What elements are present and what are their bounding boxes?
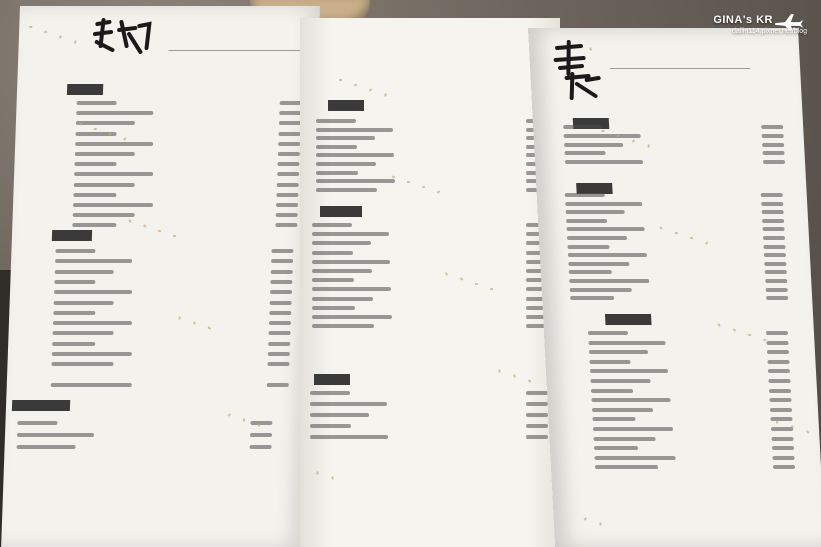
menu-item-price [772, 456, 794, 460]
menu-item-row [570, 293, 789, 303]
menu-item-text [73, 213, 135, 217]
menu-item-price [526, 391, 548, 395]
menu-item-text [570, 296, 614, 300]
section-bar [328, 100, 364, 111]
menu-item-text [74, 162, 116, 166]
section-bar [320, 206, 362, 217]
menu-item-text [312, 324, 374, 328]
menu-item-text [54, 290, 132, 294]
menu-item-text [566, 219, 607, 223]
menu-item-price [526, 424, 548, 428]
menu-item-price [772, 446, 794, 450]
menu-item-text [75, 142, 153, 146]
menu-item-text [590, 379, 650, 383]
menu-item-text [563, 125, 603, 129]
menu-item-row [312, 321, 548, 331]
menu-item-text [595, 465, 658, 469]
menu-item-price [270, 290, 292, 294]
menu-item-row [73, 210, 298, 220]
menu-item-text [75, 132, 116, 136]
menu-item-row [594, 453, 795, 463]
menu-item-price [250, 433, 272, 437]
menu-item-price [276, 213, 298, 217]
menu-item-text [312, 269, 372, 273]
menu-item-text [592, 408, 653, 412]
menu-item-price [771, 427, 793, 431]
paper-fleck [584, 517, 587, 521]
paper-fleck [331, 476, 334, 479]
menu-item-text [591, 398, 670, 402]
menu-item-row [54, 287, 292, 297]
menu-item-row [593, 424, 794, 434]
menu-item-price [278, 142, 300, 146]
paper-fleck [74, 40, 77, 43]
menu-item-text [564, 143, 623, 147]
menu-item-price [762, 143, 784, 147]
menu-item-text [570, 288, 632, 292]
menu-item-price [762, 134, 784, 138]
menu-item-price [526, 435, 548, 439]
paper-fleck [228, 413, 231, 417]
menu-item-row [53, 308, 291, 318]
menu-item-row [17, 430, 272, 440]
menu-item-price [763, 236, 785, 240]
menu-item-price [280, 101, 302, 105]
menu-item-text [310, 391, 350, 395]
menu-item-price [268, 342, 290, 346]
menu-item-price [771, 437, 793, 441]
menu-item-price [770, 408, 792, 412]
menu-title-left [90, 16, 161, 56]
menu-page-middle [300, 18, 560, 547]
menu-item-text [316, 145, 357, 149]
menu-item-price [276, 203, 298, 207]
menu-item-price [763, 245, 785, 249]
menu-item-price [270, 301, 292, 305]
section-bar [67, 84, 103, 95]
menu-item-text [567, 236, 627, 240]
menu-item-row [53, 298, 291, 308]
menu-item-row [76, 98, 301, 108]
menu-item-text [54, 301, 114, 305]
paper-fleck [498, 369, 500, 372]
menu-item-price [269, 321, 291, 325]
menu-item-price [769, 389, 791, 393]
menu-item-text [312, 251, 353, 255]
menu-item-text [316, 136, 375, 140]
menu-item-text [53, 321, 132, 325]
menu-item-row [55, 267, 293, 277]
paper-fleck [44, 30, 48, 33]
menu-item-row [310, 410, 548, 420]
menu-item-text [74, 172, 153, 176]
menu-item-row [595, 462, 796, 472]
menu-item-price [762, 210, 784, 214]
menu-item-text [588, 341, 665, 345]
menu-item-price [765, 279, 787, 283]
paper-fleck [29, 26, 32, 28]
section-bar [12, 400, 70, 411]
menu-item-text [564, 134, 641, 138]
paper-fleck [316, 471, 318, 474]
menu-item-text [51, 383, 132, 387]
menu-item-price [764, 253, 786, 257]
menu-item-text [565, 160, 643, 164]
menu-item-price [271, 270, 293, 274]
menu-item-row [592, 405, 793, 415]
section-bar [605, 314, 652, 325]
menu-item-text [569, 279, 649, 283]
watermark-url: dailin114.pixnet.net/blog [732, 28, 807, 35]
menu-item-text [312, 297, 373, 301]
menu-item-price [763, 160, 785, 164]
menu-item-row [52, 328, 290, 338]
menu-item-price [766, 296, 788, 300]
menu-item-price [766, 331, 788, 335]
menu-item-row [76, 118, 301, 128]
menu-item-row [75, 129, 300, 139]
menu-item-price [526, 413, 548, 417]
menu-item-row [52, 349, 290, 359]
menu-item-row [51, 359, 289, 369]
menu-title-right [547, 40, 610, 100]
menu-item-text [593, 427, 673, 431]
menu-item-text [568, 262, 629, 266]
watermark-brand: GINA's KR [713, 14, 773, 26]
menu-item-row [588, 328, 789, 338]
menu-item-text [590, 369, 668, 373]
menu-item-price [767, 360, 789, 364]
menu-item-price [268, 331, 290, 335]
menu-item-row [589, 347, 790, 357]
menu-item-text [312, 241, 371, 245]
menu-item-text [565, 193, 605, 197]
menu-item-row [592, 414, 793, 424]
menu-item-text [51, 362, 113, 366]
menu-item-text [569, 270, 612, 274]
menu-item-price [276, 193, 298, 197]
menu-item-text [594, 446, 638, 450]
menu-item-row [591, 386, 792, 396]
menu-item-text [310, 424, 351, 428]
menu-item-text [310, 402, 387, 406]
menu-item-text [568, 253, 647, 257]
menu-item-price [267, 383, 289, 387]
menu-item-row [75, 149, 300, 159]
menu-item-text [316, 119, 356, 123]
menu-item-text [77, 101, 117, 105]
menu-item-text [76, 111, 153, 115]
menu-item-text [55, 259, 132, 263]
paper-fleck [173, 235, 176, 238]
menu-item-text [52, 342, 95, 346]
menu-item-row [74, 169, 299, 179]
paper-fleck [354, 83, 358, 86]
menu-item-row [75, 139, 300, 149]
menu-item-text [52, 331, 113, 335]
menu-item-row [55, 246, 293, 256]
menu-item-price [770, 417, 792, 421]
menu-item-text [312, 287, 391, 291]
menu-item-text [73, 203, 153, 207]
paper-fleck [717, 323, 720, 327]
menu-item-text [312, 232, 389, 236]
menu-item-text [592, 417, 635, 421]
menu-item-row [590, 376, 791, 386]
menu-item-price [268, 352, 290, 356]
menu-item-row [54, 277, 292, 287]
menu-item-row [593, 434, 794, 444]
menu-item-price [270, 280, 292, 284]
paper-fleck [528, 379, 532, 383]
menu-item-row [310, 399, 548, 409]
menu-item-text [567, 245, 609, 249]
menu-item-price [271, 249, 293, 253]
menu-item-row [310, 388, 548, 398]
menu-item-text [17, 421, 57, 425]
menu-item-price [277, 172, 299, 176]
menu-item-text [54, 280, 95, 284]
menu-item-row [51, 380, 289, 390]
menu-item-price [278, 132, 300, 136]
menu-item-text [75, 152, 135, 156]
menu-item-row [55, 256, 293, 266]
menu-item-text [589, 360, 630, 364]
menu-item-row [591, 395, 792, 405]
menu-item-price [526, 402, 548, 406]
menu-item-price [250, 421, 272, 425]
menu-item-text [312, 278, 354, 282]
menu-item-price [762, 151, 784, 155]
menu-item-text [74, 183, 135, 187]
menu-item-price [762, 219, 784, 223]
menu-item-price [773, 465, 795, 469]
menu-item-price [267, 362, 289, 366]
paper-fleck [806, 430, 810, 434]
menu-item-row [72, 220, 297, 230]
menu-item-price [277, 162, 299, 166]
menu-item-row [73, 200, 298, 210]
menu-item-price [762, 227, 784, 231]
menu-item-text [316, 188, 377, 192]
menu-item-row [53, 318, 291, 328]
menu-item-text [76, 121, 135, 125]
menu-item-row [16, 442, 271, 452]
menu-item-row [74, 159, 299, 169]
menu-item-text [310, 413, 369, 417]
menu-item-row [565, 157, 786, 167]
menu-item-text [312, 260, 390, 264]
menu-item-text [316, 162, 376, 166]
menu-item-text [312, 306, 355, 310]
menu-item-text [589, 350, 648, 354]
section-bar [314, 374, 350, 385]
menu-item-row [310, 432, 548, 442]
menu-item-text [55, 270, 114, 274]
menu-item-row [316, 185, 548, 195]
paper-fleck [369, 88, 372, 92]
paper-fleck [339, 79, 342, 81]
menu-item-price [271, 259, 293, 263]
menu-item-text [73, 193, 116, 197]
menu-item-price [768, 369, 790, 373]
menu-item-price [278, 152, 300, 156]
menu-item-text [17, 433, 94, 437]
menu-item-row [17, 418, 272, 428]
menu-item-text [588, 331, 628, 335]
menu-item-text [591, 389, 633, 393]
menu-item-row [310, 421, 548, 431]
menu-item-price [767, 350, 789, 354]
paper-fleck [513, 374, 516, 378]
menu-item-text [566, 210, 625, 214]
title-underline-right [610, 68, 750, 69]
title-underline-left [168, 50, 318, 51]
paper-fleck [384, 93, 387, 96]
menu-item-text [312, 315, 392, 319]
menu-item-text [312, 223, 352, 227]
menu-item-text [565, 202, 642, 206]
menu-item-row [590, 366, 791, 376]
menu-item-text [72, 223, 116, 227]
menu-item-text [594, 456, 675, 460]
menu-item-row [588, 338, 789, 348]
menu-item-price [769, 398, 791, 402]
menu-page-right [528, 28, 821, 547]
section-bar [52, 230, 92, 241]
menu-item-text [310, 435, 388, 439]
menu-item-price [269, 311, 291, 315]
menu-item-text [564, 151, 605, 155]
menu-item-row [73, 190, 298, 200]
menu-item-row [74, 180, 299, 190]
menu-item-text [53, 311, 95, 315]
menu-item-text [566, 227, 644, 231]
menu-item-text [52, 352, 132, 356]
watermark [713, 14, 807, 35]
paper-fleck [599, 522, 601, 525]
menu-page-left [1, 6, 320, 547]
menu-item-price [766, 288, 788, 292]
menu-item-price [766, 341, 788, 345]
menu-item-text [55, 249, 95, 253]
menu-item-text [316, 153, 394, 157]
menu-item-price [765, 270, 787, 274]
menu-item-price [275, 223, 297, 227]
menu-item-row [589, 357, 790, 367]
menu-item-price [761, 125, 783, 129]
menu-item-text [316, 171, 358, 175]
menu-item-price [277, 183, 299, 187]
menu-item-price [764, 262, 786, 266]
menu-item-price [768, 379, 790, 383]
paper-fleck [59, 35, 62, 39]
menu-item-row [594, 443, 795, 453]
menu-item-text [316, 179, 395, 183]
menu-item-price [279, 121, 301, 125]
menu-item-text [17, 445, 76, 449]
menu-item-row [76, 108, 301, 118]
menu-item-row [52, 339, 290, 349]
menu-item-text [316, 128, 393, 132]
menu-item-price [279, 111, 301, 115]
menu-item-text [593, 437, 655, 441]
menu-item-price [761, 202, 783, 206]
menu-item-price [761, 193, 783, 197]
menu-item-price [250, 445, 272, 449]
